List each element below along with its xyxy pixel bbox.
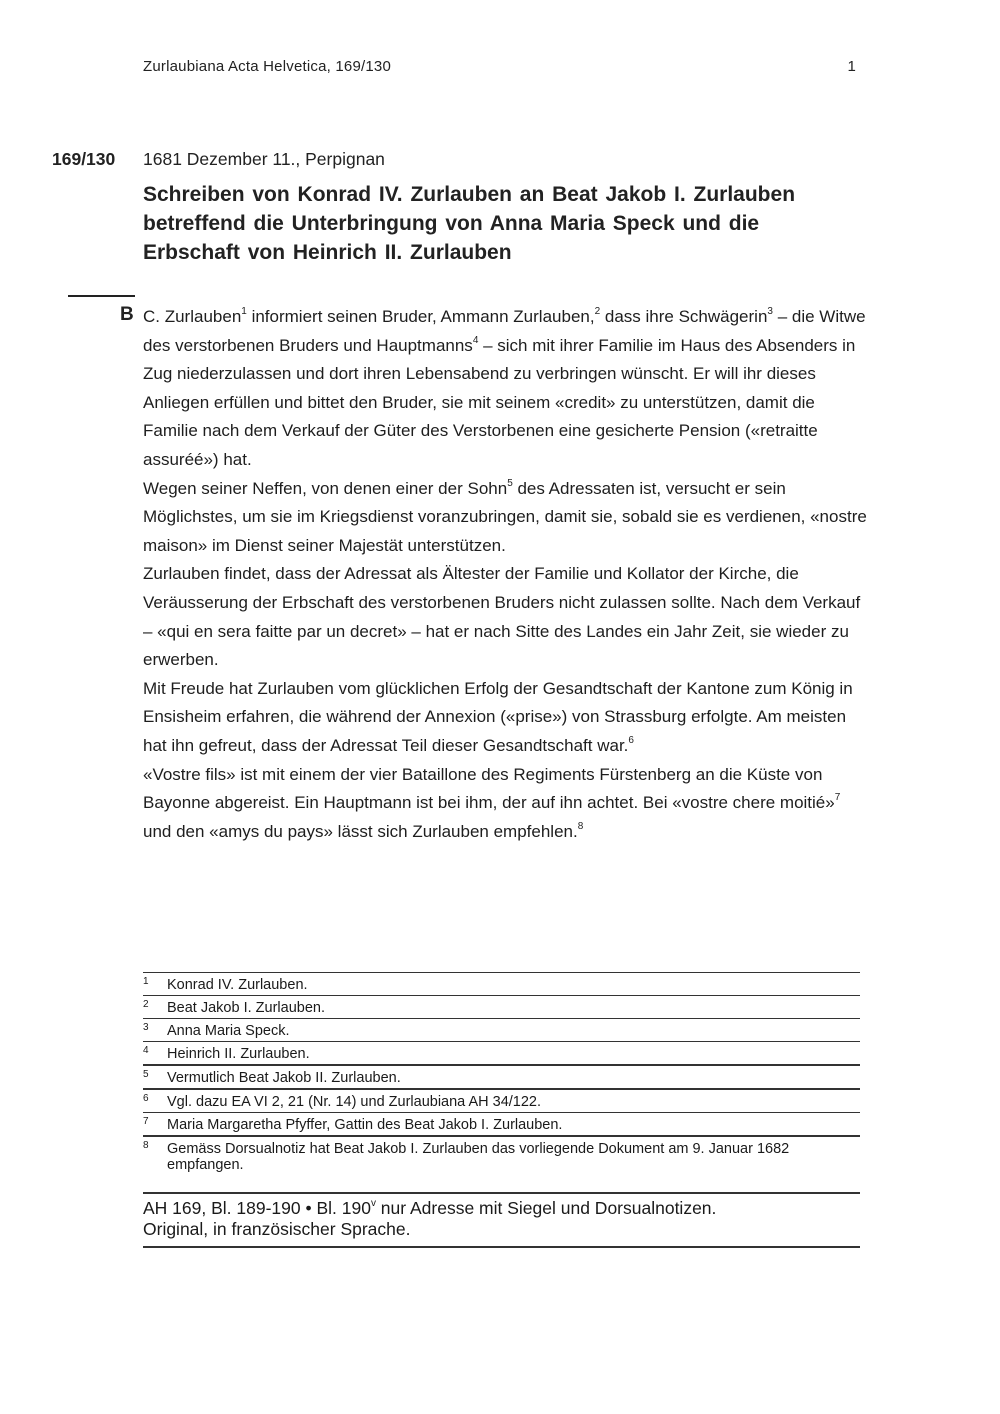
footnote-text: Anna Maria Speck. [167,1023,290,1039]
footnote [143,996,860,1019]
paragraph-4: Mit Freude hat Zurlauben vom glücklichen Erfolg der Gesandtschaft der Kantone zum König in Ensisheim erfahren, die während der Annexion («prise») von Strassburg erfolgte. Am meisten hat ihn gefreut, dass der Adressat Teil dieser Gesandtschaft war.$^6$ [143,678,853,755]
footnote-ref[interactable]: 5 [507,477,513,489]
document-date-place: 1681 Dezember 11., Perpignan [143,149,385,169]
page-number: 1 [847,58,856,75]
paragraph-5: «Vostre fils» ist mit einem der vier Bataillone des Regiments Fürstenberg an die Küste von Bayonne abgereist. Ein Hauptmann ist bei ihm, der auf ihn achtet. Bei «vostre chere moitié»$^7$ und den «amys du pays» lässt sich Zurlauben empfehlen.$^8$ [143,764,841,841]
footnote-number: 7 [143,1116,149,1127]
footnote [143,1113,860,1137]
source-line-2: Original, in französischer Sprache. [143,1219,411,1239]
footnote-number: 1 [143,976,149,987]
footnote [143,1137,860,1175]
footnote-ref[interactable]: 1 [241,306,247,318]
footnote-text: Konrad IV. Zurlauben. [167,977,308,993]
footnote-text: Heinrich II. Zurlauben. [167,1046,310,1062]
footnote [143,1066,860,1090]
footnote-number: 5 [143,1069,149,1080]
footnote-number: 4 [143,1045,149,1056]
footnote-text: Maria Margaretha Pfyffer, Gattin des Beat Jakob I. Zurlauben. [167,1117,563,1133]
footnote-ref[interactable]: 4 [472,334,479,346]
footnote-text: Beat Jakob I. Zurlauben. [167,1000,325,1016]
paragraph-1: C. Zurlauben$^1$ informiert seinen Bruder, Ammann Zurlauben,$^2$ dass ihre Schwägerin$^3$ – die Witwe des verstorbenen Bruders und Hauptmanns$^4$ – sich mit ihrer Familie im Haus des Absenders in Zug niederzulassen und dort ihren Lebensabend zu verbringen wünscht. Er will ihr dieses Anliegen erfüllen und bittet den Bruder, sie mit seinem «credit» zu unterstützen, damit die Familie nach dem Verkauf der Güter des Verstorbenen eine gesicherte Pension («retraitte assuréé») hat. [143,306,866,469]
footnote-number: 6 [143,1093,149,1104]
footnote-text: Gemäss Dorsualnotiz hat Beat Jakob I. Zurlauben das vorliegende Dokument am 9. Januar 1682 empfangen. [167,1141,790,1173]
source-note [143,1192,860,1248]
footnote-number: 3 [143,1022,149,1033]
footnote-ref[interactable]: 3 [767,306,773,318]
footnote-number: 8 [143,1140,149,1151]
document-title: Schreiben von Konrad IV. Zurlauben an Beat Jakob I. Zurlauben betreffend die Unterbringung von Anna Maria Speck und die Erbschaft von Heinrich II. Zurlauben [143,183,796,264]
footnote-ref[interactable]: 8 [577,821,584,833]
footnote [143,973,860,996]
source-line-1: AH 169, Bl. 189-190 • Bl. 190$^v$ nur Adresse mit Siegel und Dorsualnotizen. [143,1198,717,1218]
regest-body [143,303,868,846]
footnote-ref[interactable]: 7 [834,792,841,804]
footnote [143,1042,860,1066]
margin-letter: B [120,304,134,325]
footnote-text: Vermutlich Beat Jakob II. Zurlauben. [167,1070,401,1086]
footnote [143,1019,860,1042]
document-number: 169/130 [52,149,116,169]
footnote-ref[interactable]: 2 [594,306,601,318]
footnote-ref[interactable]: 6 [628,735,634,747]
running-head-title: Zurlaubiana Acta Helvetica, 169/130 [143,58,391,75]
footnote-number: 2 [143,999,149,1010]
footnote-list [143,972,860,1175]
footnote [143,1090,860,1113]
margin-rule [68,295,135,297]
running-head [143,58,860,80]
paragraph-2: Wegen seiner Neffen, von denen einer der Sohn$^5$ des Adressaten ist, versucht er sein Möglichstes, um sie im Kriegsdienst voranzubringen, damit sie, sobald sie es verdienen, «nostre maison» im Dienst seiner Majestät unterstützen. [143,477,867,555]
paragraph-3: Zurlauben findet, dass der Adressat als Ältester der Familie und Kollator der Kirche, die Veräusserung der Erbschaft des verstorbenen Bruders nicht zulassen sollte. Nach dem Verkauf – «qui en sera faitte par un decret» – hat er nach Sitte des Landes ein Jahr Zeit, sie wieder zu erwerben. [143,564,861,670]
footnote-text: Vgl. dazu EA VI 2, 21 (Nr. 14) und Zurlaubiana AH 34/122. [167,1094,542,1110]
